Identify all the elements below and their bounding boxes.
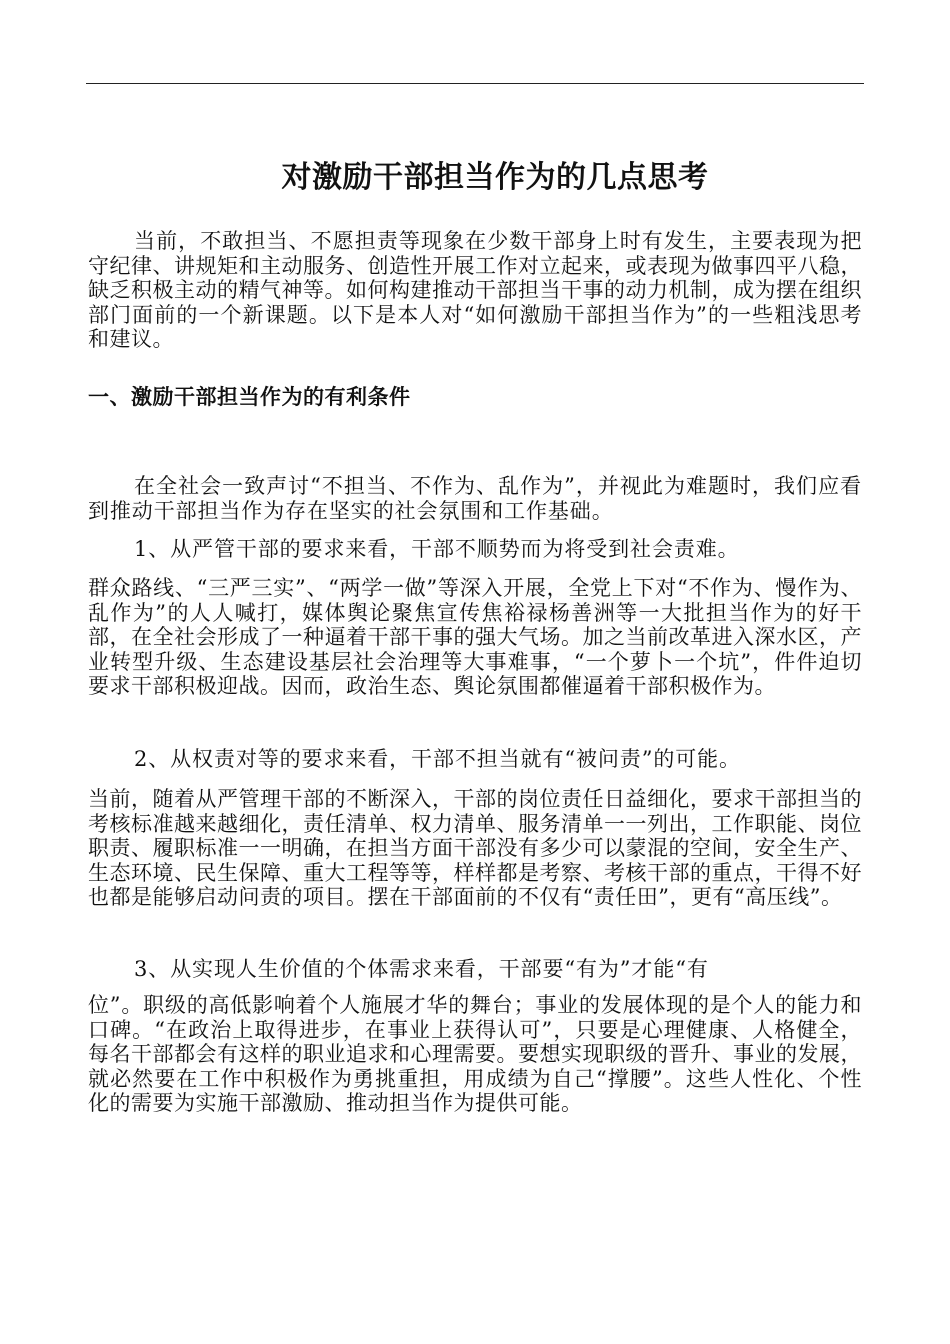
point-1-body: 群众路线、“三严三实”、“两学一做”等深入开展，全党上下对“不作为、慢作为、乱作为”的人人喊打，媒体舆论聚焦宣传焦裕禄杨善洲等一大批担当作为的好干部，在全社会形成了一种逼着干部干事的强大气场。加之当前改革进入深水区，产业转型升级、生态建设基层社会治理等大事难事，“一个萝卜一个坑”，件件迫切要求干部积极迎战。因而，政治生态、舆论氛围都催逼着干部积极作为。 <box>88 576 862 699</box>
document-title: 对激励干部担当作为的几点思考 <box>281 160 709 195</box>
point-2-body: 当前，随着从严管理干部的不断深入，干部的岗位责任日益细化，要求干部担当的考核标准越来越细化，责任清单、权力清单、服务清单一一列出，工作职能、岗位职责、履职标准一一明确，在担当方面干部没有多少可以蒙混的空间，安全生产、生态环境、民生保障、重大工程等等，样样都是考察、考核干部的重点，干得不好也都是能够启动问责的项目。摆在干部面前的不仅有“责任田”，更有“高压线”。 <box>88 787 862 910</box>
intro-paragraph: 当前，不敢担当、不愿担责等现象在少数干部身上时有发生，主要表现为把守纪律、讲规矩和主动服务、创造性开展工作对立起来，或表现为做事四平八稳，缺乏积极主动的精气神等。如何构建推动干部担当干事的动力机制，成为摆在组织部门面前的一个新课题。以下是本人对“如何激励干部担当作为”的一些粗浅思考和建议。 <box>88 229 862 352</box>
section-opening-paragraph: 在全社会一致声讨“不担当、不作为、乱作为”，并视此为难题时，我们应看到推动干部担当作为存在坚实的社会氛围和工作基础。 <box>88 474 862 523</box>
section-heading: 一、激励干部担当作为的有利条件 <box>88 385 411 409</box>
point-2-lead: 2、从权责对等的要求来看，干部不担当就有“被问责”的可能。 <box>134 747 741 771</box>
point-3-lead: 3、从实现人生价值的个体需求来看，干部要“有为”才能“有 <box>134 957 709 981</box>
point-1-lead: 1、从严管干部的要求来看，干部不顺势而为将受到社会责难。 <box>134 537 740 561</box>
header-rule <box>86 83 864 84</box>
point-3-body: 位”。职级的高低影响着个人施展才华的舞台；事业的发展体现的是个人的能力和口碑。“在政治上取得进步，在事业上获得认可”，只要是心理健康、人格健全，每名干部都会有这样的职业追求和心理需要。要想实现职级的晋升、事业的发展，就必然要在工作中积极作为勇挑重担，用成绩为自己“撑腰”。这些人性化、个性化的需要为实施干部激励、推动担当作为提供可能。 <box>88 993 862 1116</box>
